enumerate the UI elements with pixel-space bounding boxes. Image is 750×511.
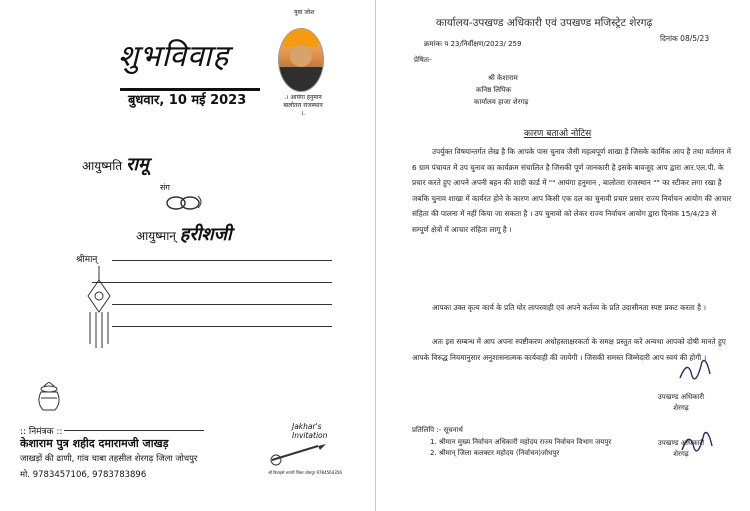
office-header: कार्यालय-उपखण्ड अधिकारी एवं उपखण्ड मजिस्ट्रेट शेरगढ़ — [436, 17, 653, 29]
host-address: जाखड़ों की ढाणी, गांव चाबा तहसील शेरगढ़ जिला जोधपुर — [20, 454, 198, 464]
nimantrak-label: :: निमंत्रक :: — [20, 427, 63, 437]
recipient-name: श्री केशाराम — [488, 74, 518, 82]
jakhar-brand: Jakhar's Invitation — [292, 422, 328, 440]
card-title: शुभविवाह — [118, 39, 230, 74]
wedding-date: बुधवार, 10 मई 2023 — [128, 93, 247, 108]
photo-label: युवा जोश — [294, 9, 315, 16]
paragraph-3: अतः इस सम्बन्ध में आप अपना स्पष्टीकरण अधोहस्ताक्षरकर्ता के समक्ष प्रस्तुत करें अन्यथा आपको दोषी मानते हुए आपके विरुद्ध नियमानुसार अनुशासनात्मक कार्यवाही की जायेगी । जिसकी समस्त जिम्मेदारी आप स्वयं की होगी । — [412, 337, 726, 362]
hanging-ornament-icon — [86, 266, 112, 350]
paragraph-2: आपका उक्त कृत्य कार्य के प्रति घोर लापरवाही एवं अपने कर्तव्य के प्रति उदासीनता स्पष्ट प्रकट करता है । — [432, 303, 707, 312]
copy-list — [430, 437, 611, 459]
copy-item-1: 1. श्रीमान मुख्य निर्वाचन अधिकारी महोदय राज्य निर्वाचन विभाग जयपुर — [430, 438, 612, 446]
host-phone: मो. 9783457106, 9783783896 — [20, 470, 147, 480]
signatory-block-2: उपखण्ड अधिकारी शेरगढ़ — [657, 439, 705, 458]
notice-subject: कारण बताओ नोटिस — [524, 129, 592, 139]
recipient-designation: कनिष्ठ लिपिक — [476, 86, 512, 94]
address-line-3 — [112, 304, 332, 305]
address-line-2 — [92, 282, 332, 283]
jakhar-footer: श्री विवाहसे शायरी जिला जोधपुर 9784564356 — [268, 470, 342, 475]
rings-icon — [162, 192, 206, 212]
copy-item-2: 2. श्रीमान् जिला कलक्टर महोदय (निर्वाचन)जोधपुर — [430, 449, 560, 457]
sang-label: संग — [160, 183, 170, 192]
recipient-office: कार्यालय हाजा शेरगढ़ — [474, 98, 529, 106]
kalash-icon — [36, 382, 62, 412]
shriman-label: श्रीमान् — [76, 255, 98, 265]
address-line-4 — [112, 326, 332, 327]
address-line-1 — [112, 260, 332, 261]
reference-number: क्रमांकः प 23/निर्वीक्षण/2023/ 259 — [424, 40, 522, 48]
host-name: केशाराम पुत्र शहीद दमारामजी जाखड़ — [20, 437, 169, 450]
nimantrak-divider — [64, 430, 204, 431]
copy-label: प्रतिलिपि :- सूचनार्थ — [412, 426, 463, 434]
portrait-photo — [278, 28, 324, 92]
notice-letter — [376, 0, 750, 511]
signature-1 — [676, 356, 716, 386]
pen-logo-icon — [268, 440, 328, 466]
sent-to-label: प्रेषितः- — [414, 56, 432, 64]
photo-caption: .। आयंगा हनुमान बालोतरा राजस्थान ।. — [283, 94, 323, 117]
letter-date: दिनांक 08/5/23 — [660, 34, 710, 43]
paragraph-1: उपर्युक्त विषयान्तर्गत लेख है कि आपके पास चुनाव जैसी महत्वपूर्ण शाखा है जिसके कार्मिक आप है तथा वर्तमान में 6 ग्राम पंचायत में उप चुनाव का कार्यक्रम संचालित है जिसकी पूर्ण जानकारी है इसके बावजूद आप द्वारा आर.एल.पी. के प्रचार करते हुए आपने अपनी बहन की शादी कार्ड में "" आयंगा हनुमान , बालोतरा राजस्थान "" का स्टीकर लगा रखा है जबकि चुनाव शाखा में कार्यरत होने के कारण आप किसी एक दल का चुनावी प्रचार प्रसार राज्य निर्वाचन आयोग की आचार संहिता की पालना में नहीं किया जा सकता है । उप चुनावो को लेकर राज्य निर्वाचन आयोग द्वारा दिनांक 15/4/23 से सम्पूर्ण क्षेत्रों में आचार संहिता लागू है । — [412, 147, 732, 234]
signatory-block-1: उपखण्ड अधिकारी शेरगढ़ — [657, 393, 705, 412]
groom-line: आयुष्मति रामू — [82, 154, 149, 175]
bride-line: आयुष्मान् हरीशजी — [136, 224, 232, 245]
